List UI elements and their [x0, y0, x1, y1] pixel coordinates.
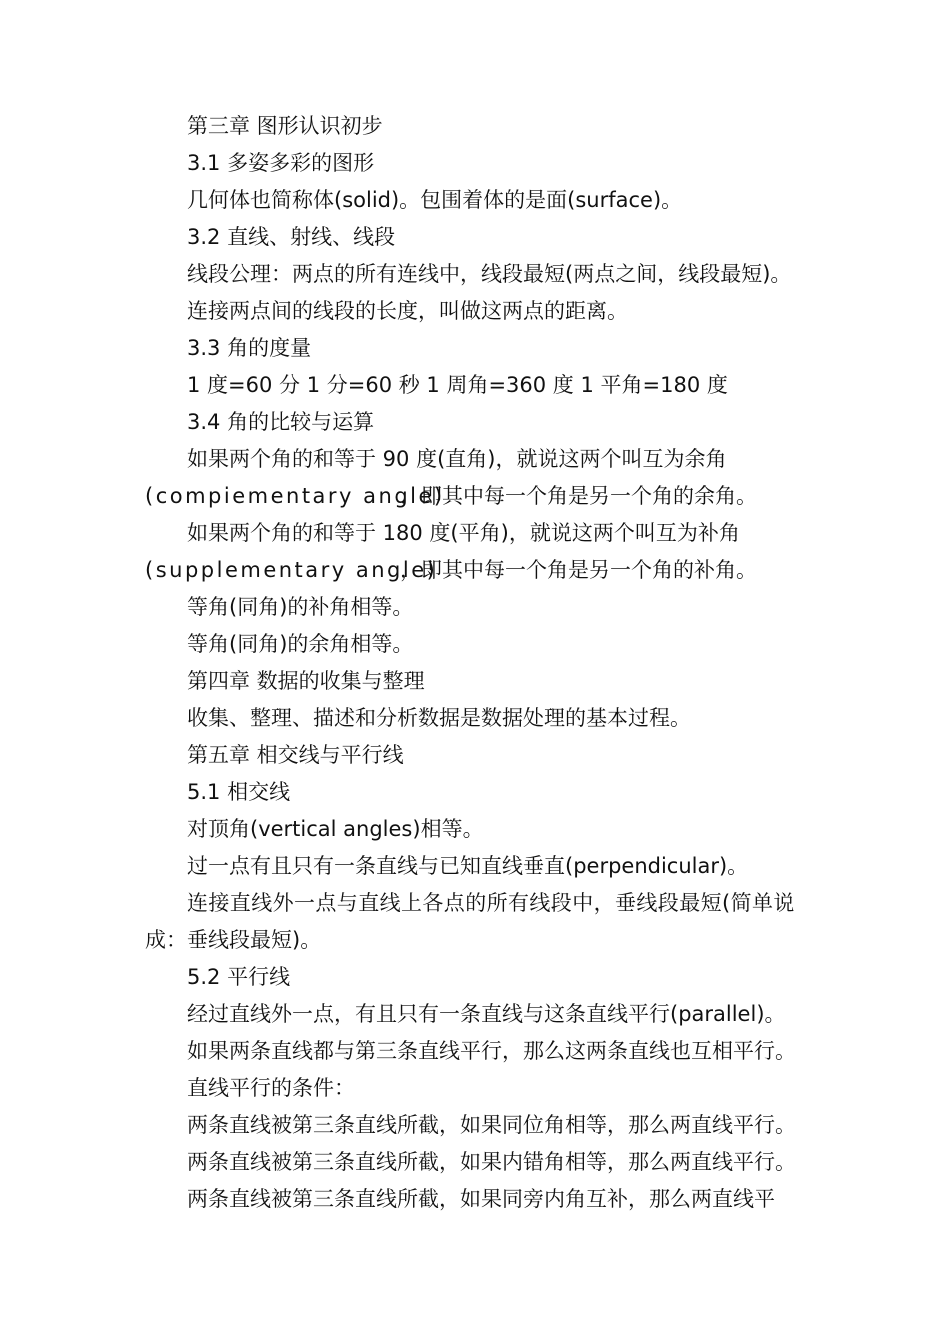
paragraph: 经过直线外一点，有且只有一条直线与这条直线平行(parallel)。	[187, 1002, 786, 1026]
section-5-2-heading: 5.2 平行线	[187, 965, 291, 989]
paragraph: 等角(同角)的补角相等。	[187, 595, 414, 619]
paragraph: 如果两条直线都与第三条直线平行，那么这两条直线也互相平行。	[187, 1039, 796, 1063]
section-3-4-heading: 3.4 角的比较与运算	[187, 410, 375, 434]
paragraph: 两条直线被第三条直线所截，如果内错角相等，那么两直线平行。	[187, 1150, 796, 1174]
paragraph: 直线平行的条件：	[187, 1076, 355, 1100]
section-3-2-heading: 3.2 直线、射线、线段	[187, 225, 396, 249]
section-3-3-heading: 3.3 角的度量	[187, 336, 312, 360]
paragraph-english-term: (compiementary angle)	[145, 484, 445, 508]
paragraph: 如果两个角的和等于 180 度(平角)，就说这两个叫互为补角	[187, 521, 740, 545]
paragraph-continuation: 成：垂线段最短)。	[145, 928, 322, 952]
chapter-5-heading: 第五章 相交线与平行线	[187, 743, 404, 767]
paragraph: 过一点有且只有一条直线与已知直线垂直(perpendicular)。	[187, 854, 749, 878]
chapter-3-heading: 第三章 图形认识初步	[187, 114, 383, 138]
paragraph: 1 度=60 分 1 分=60 秒 1 周角=360 度 1 平角=180 度	[187, 373, 728, 397]
paragraph: 线段公理：两点的所有连线中，线段最短(两点之间，线段最短)。	[187, 262, 792, 286]
paragraph: 两条直线被第三条直线所截，如果同旁内角互补，那么两直线平	[187, 1187, 775, 1211]
section-3-1-heading: 3.1 多姿多彩的图形	[187, 151, 375, 175]
paragraph: 连接两点间的线段的长度，叫做这两点的距离。	[187, 299, 628, 323]
section-5-1-heading: 5.1 相交线	[187, 780, 291, 804]
paragraph: 收集、整理、描述和分析数据是数据处理的基本过程。	[187, 706, 691, 730]
paragraph-continuation: ，即其中每一个角是另一个角的补角。	[400, 558, 757, 582]
paragraph: 两条直线被第三条直线所截，如果同位角相等，那么两直线平行。	[187, 1113, 796, 1137]
paragraph-english-term: (supplementary angle)	[145, 558, 438, 582]
paragraph-continuation: ，即其中每一个角是另一个角的余角。	[400, 484, 757, 508]
paragraph: 连接直线外一点与直线上各点的所有线段中，垂线段最短(简单说	[187, 891, 795, 915]
paragraph: 几何体也简称体(solid)。包围着体的是面(surface)。	[187, 188, 683, 212]
paragraph: 等角(同角)的余角相等。	[187, 632, 414, 656]
chapter-4-heading: 第四章 数据的收集与整理	[187, 669, 425, 693]
paragraph: 如果两个角的和等于 90 度(直角)，就说这两个叫互为余角	[187, 447, 727, 471]
paragraph: 对顶角(vertical angles)相等。	[187, 817, 484, 841]
